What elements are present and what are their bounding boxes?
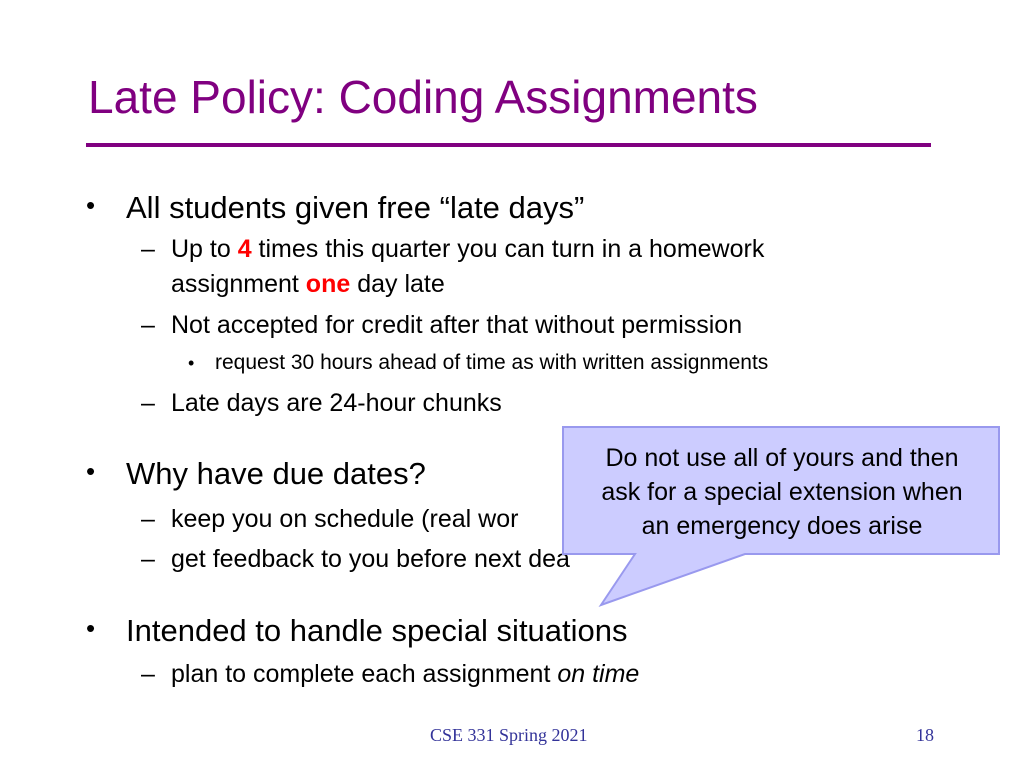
bullet-special-situations: Intended to handle special situations (126, 613, 628, 648)
text-segment: plan to complete each assignment (171, 660, 558, 688)
emphasis-one: one (305, 270, 351, 298)
callout-line: ask for a special extension when (601, 478, 963, 506)
slide-title: Late Policy: Coding Assignments (88, 71, 758, 123)
text-segment: day late (350, 270, 445, 298)
bullet-marker: • (86, 190, 96, 220)
sub-bullet-schedule: keep you on schedule (real wor (171, 505, 519, 533)
dash-marker: – (141, 545, 155, 573)
sub-bullet-not-accepted: Not accepted for credit after that without permission (171, 311, 743, 339)
dash-marker: – (141, 235, 155, 263)
callout-line: an emergency does arise (641, 512, 923, 540)
emphasis-four: 4 (237, 235, 252, 263)
dash-marker: – (141, 311, 155, 339)
text-segment: times this quarter you can turn in a homework (251, 235, 765, 263)
dash-marker: – (141, 389, 155, 417)
dash-marker: – (141, 505, 155, 533)
text-segment: assignment (171, 270, 306, 298)
emphasis-on-time: on time (557, 660, 640, 688)
bullet-due-dates: Why have due dates? (126, 456, 426, 491)
callout-line: Do not use all of yours and then (605, 444, 959, 472)
sub-bullet-chunks: Late days are 24-hour chunks (171, 389, 502, 417)
dash-marker: – (141, 660, 155, 688)
bullet-late-days: All students given free “late days” (126, 190, 585, 225)
bullet-marker: • (86, 456, 96, 486)
sub-bullet-feedback: get feedback to you before next dea (171, 545, 570, 573)
text-segment: Up to (171, 235, 238, 263)
footer-page-number: 18 (916, 725, 934, 745)
footer-course: CSE 331 Spring 2021 (430, 725, 588, 745)
callout-text (566, 441, 998, 543)
bullet-marker: • (86, 613, 96, 643)
sub-sub-bullet-marker: • (188, 353, 195, 373)
sub-sub-bullet-request: request 30 hours ahead of time as with written assignments (215, 351, 769, 374)
